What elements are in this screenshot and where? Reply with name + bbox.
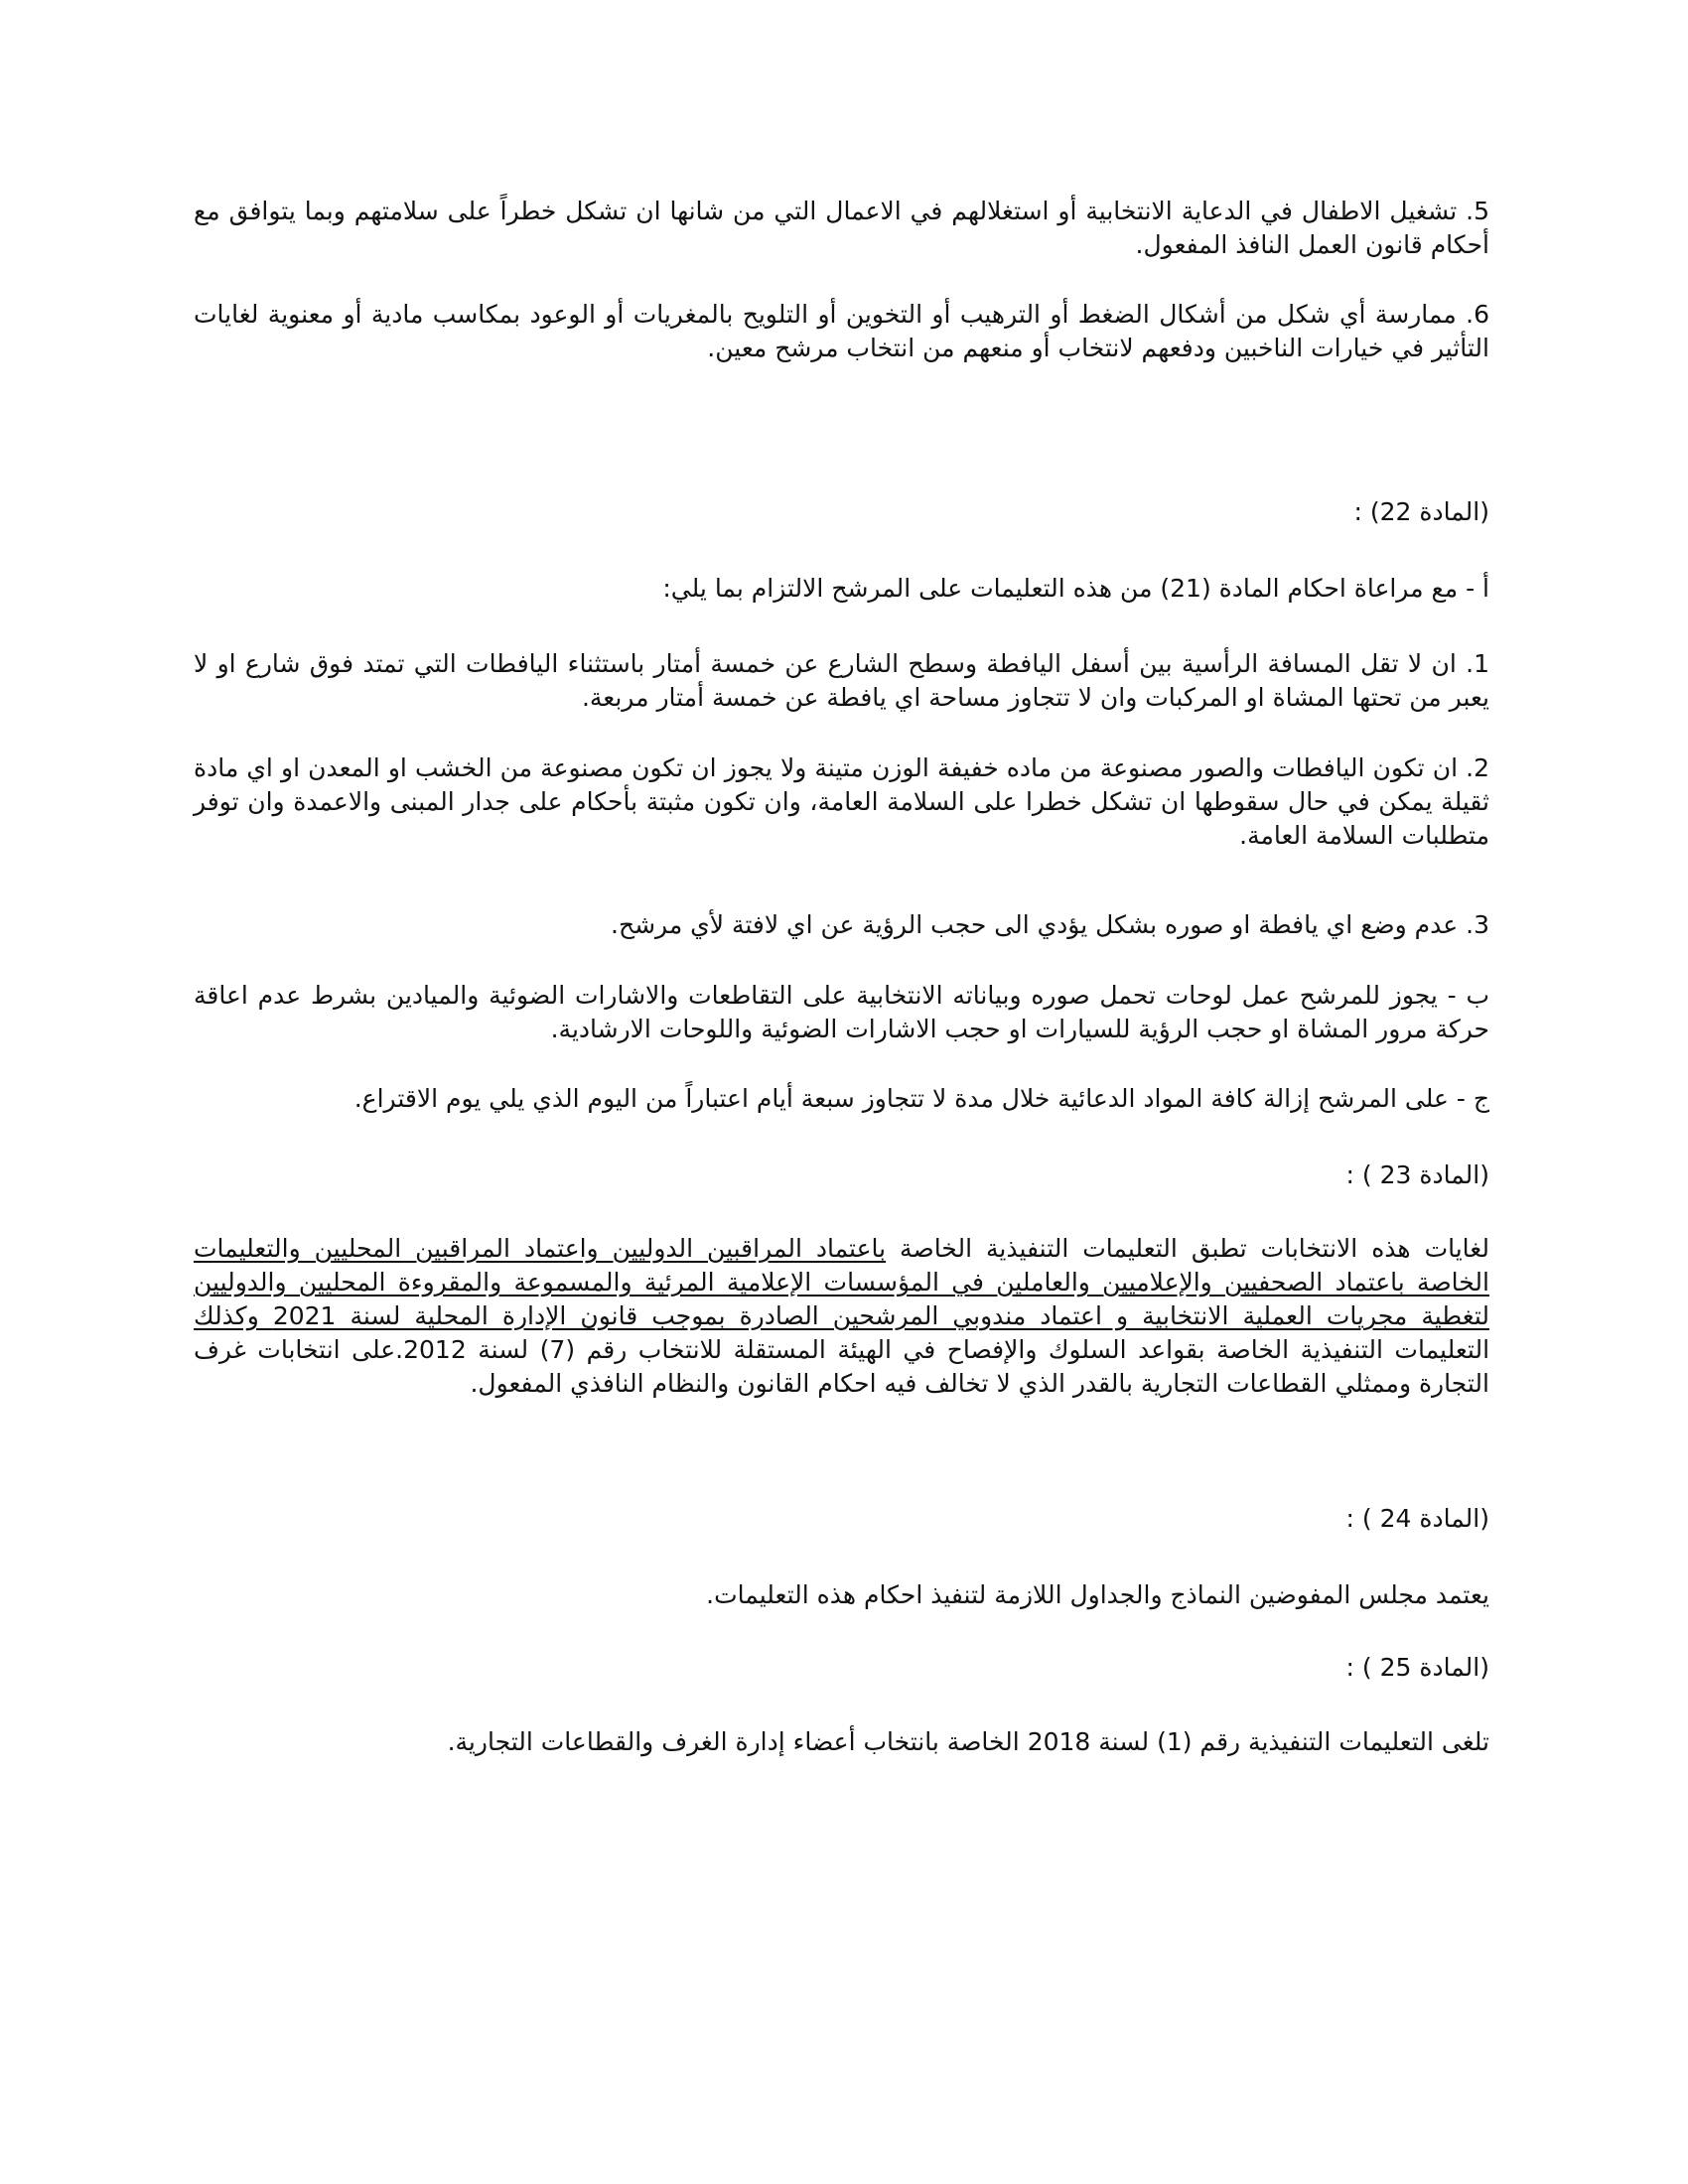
article24-heading: (المادة 24 ) : — [1345, 1504, 1489, 1533]
article23-text-part1: لغايات هذه الانتخابات تطبق التعليمات التنفيذية الخاصة — [886, 1234, 1489, 1263]
article22-item-3: 3. عدم وضع اي يافطة او صوره بشكل يؤدي الى حجب الرؤية عن اي لافتة لأي مرشح. — [611, 910, 1489, 939]
article22-item-1: 1. ان لا تقل المسافة الرأسية بين أسفل اليافطة وسطح الشارع عن خمسة أمتار باستثناء اليافطات التي تمتد فوق شارع او لا يعبر من تحتها المشاة او المركبات وان لا تتجاوز مساحة اي يافطة عن خمسة أمتار مربعة. — [194, 649, 1489, 712]
article22-heading: (المادة 22) : — [1353, 497, 1489, 526]
article23-text-underlined: باعتماد المراقبين الدوليين واعتماد المراقبين المحليين والتعليمات الخاصة باعتماد الصحفيين والإعلاميين والعاملين في المؤسسات الإعلامية المرئية والمسموعة والمقروءة المحليين والدوليين لتغطية مجريات العملية الانتخابية و اعتماد مندوبي المرشحين الصادرة بموجب قانون الإدارة المحلية لسنة 2021 وكذلك — [194, 1234, 1489, 1330]
article22-clause-a-intro: أ - مع مراعاة احكام المادة (21) من هذه التعليمات على المرشح الالتزام بما يلي: — [662, 574, 1489, 603]
article25-text: تلغى التعليمات التنفيذية رقم (1) لسنة 2018 الخاصة بانتخاب أعضاء إدارة الغرف والقطاعات التجارية. — [447, 1727, 1489, 1756]
article22-item-2: 2. ان تكون اليافطات والصور مصنوعة من ماده خفيفة الوزن متينة ولا يجوز ان تكون مصنوعة من الخشب او المعدن او اي مادة ثقيلة يمكن في حال سقوطها ان تشكل خطرا على السلامة العامة، وان تكون مثبتة بأحكام على جدار المبنى والاعمدة وان توفر متطلبات السلامة العامة. — [194, 753, 1489, 850]
article22-clause-c: ج - على المرشح إزالة كافة المواد الدعائية خلال مدة لا تتجاوز سبعة أيام اعتباراً من اليوم الذي يلي يوم الاقتراع. — [353, 1084, 1489, 1113]
article25-heading: (المادة 25 ) : — [1345, 1653, 1489, 1682]
article24-text: يعتمد مجلس المفوضين النماذج والجداول اللازمة لتنفيذ احكام هذه التعليمات. — [706, 1580, 1489, 1609]
article23-text — [194, 1232, 1489, 1401]
article23-text-part2: التعليمات التنفيذية الخاصة بقواعد السلوك والإفصاح في الهيئة المستقلة للانتخاب رقم (7) لسنة 2012.على انتخابات غرف التجارة وممثلي القطاعات التجارية بالقدر الذي لا تخالف فيه احكام القانون والنظام النافذي المفعول. — [194, 1335, 1490, 1398]
article21-item-6: 6. ممارسة أي شكل من أشكال الضغط أو الترهيب أو التخوين أو التلويح بالمغريات أو الوعود بمكاسب مادية أو معنوية لغايات التأثير في خيارات الناخبين ودفعهم لانتخاب أو منعهم من انتخاب مرشح معين. — [194, 300, 1489, 362]
article21-item-5: 5. تشغيل الاطفال في الدعاية الانتخابية أو استغلالهم في الاعمال التي من شانها ان تشكل خطراً على سلامتهم وبما يتوافق مع أحكام قانون العمل النافذ المفعول. — [194, 197, 1489, 259]
article23-heading: (المادة 23 ) : — [1345, 1160, 1489, 1189]
article22-clause-b: ب - يجوز للمرشح عمل لوحات تحمل صوره وبياناته الانتخابية على التقاطعات والاشارات الضوئية والميادين بشرط عدم اعاقة حركة مرور المشاة او حجب الرؤية للسيارات او حجب الاشارات الضوئية واللوحات الارشادية. — [194, 981, 1489, 1043]
